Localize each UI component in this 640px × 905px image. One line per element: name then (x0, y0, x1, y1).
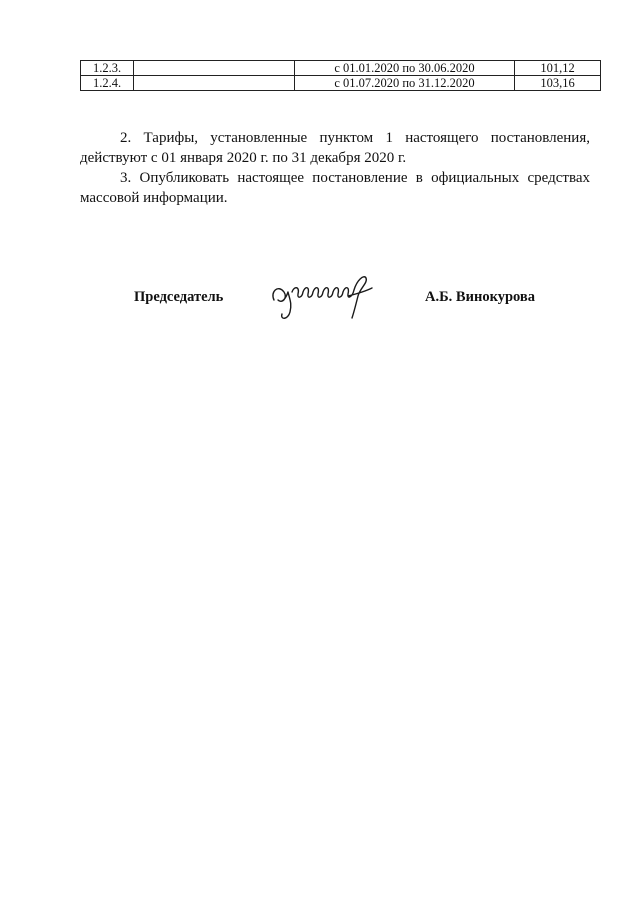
signatory-name: А.Б. Винокурова (425, 289, 535, 305)
row-value: 103,16 (515, 76, 601, 91)
paragraph-publication: 3. Опубликовать настоящее постановление в официальных средствах массовой информации. (80, 170, 590, 206)
row-number: 1.2.4. (81, 76, 134, 91)
signatory-title: Председатель (134, 289, 224, 305)
handwritten-signature-icon (268, 270, 380, 322)
row-period: с 01.01.2020 по 30.06.2020 (295, 61, 515, 76)
table-row (81, 76, 601, 91)
signature-block (0, 270, 640, 330)
tariff-table (80, 60, 601, 91)
row-period: с 01.07.2020 по 31.12.2020 (295, 76, 515, 91)
row-empty-cell (134, 61, 295, 76)
paragraph-tariff-validity: 2. Тарифы, установленные пунктом 1 настоящего постановления, действуют с 01 января 2020 г. по 31 декабря 2020 г. (80, 130, 590, 166)
row-value: 101,12 (515, 61, 601, 76)
row-empty-cell (134, 76, 295, 91)
row-number: 1.2.3. (81, 61, 134, 76)
table-row (81, 61, 601, 76)
